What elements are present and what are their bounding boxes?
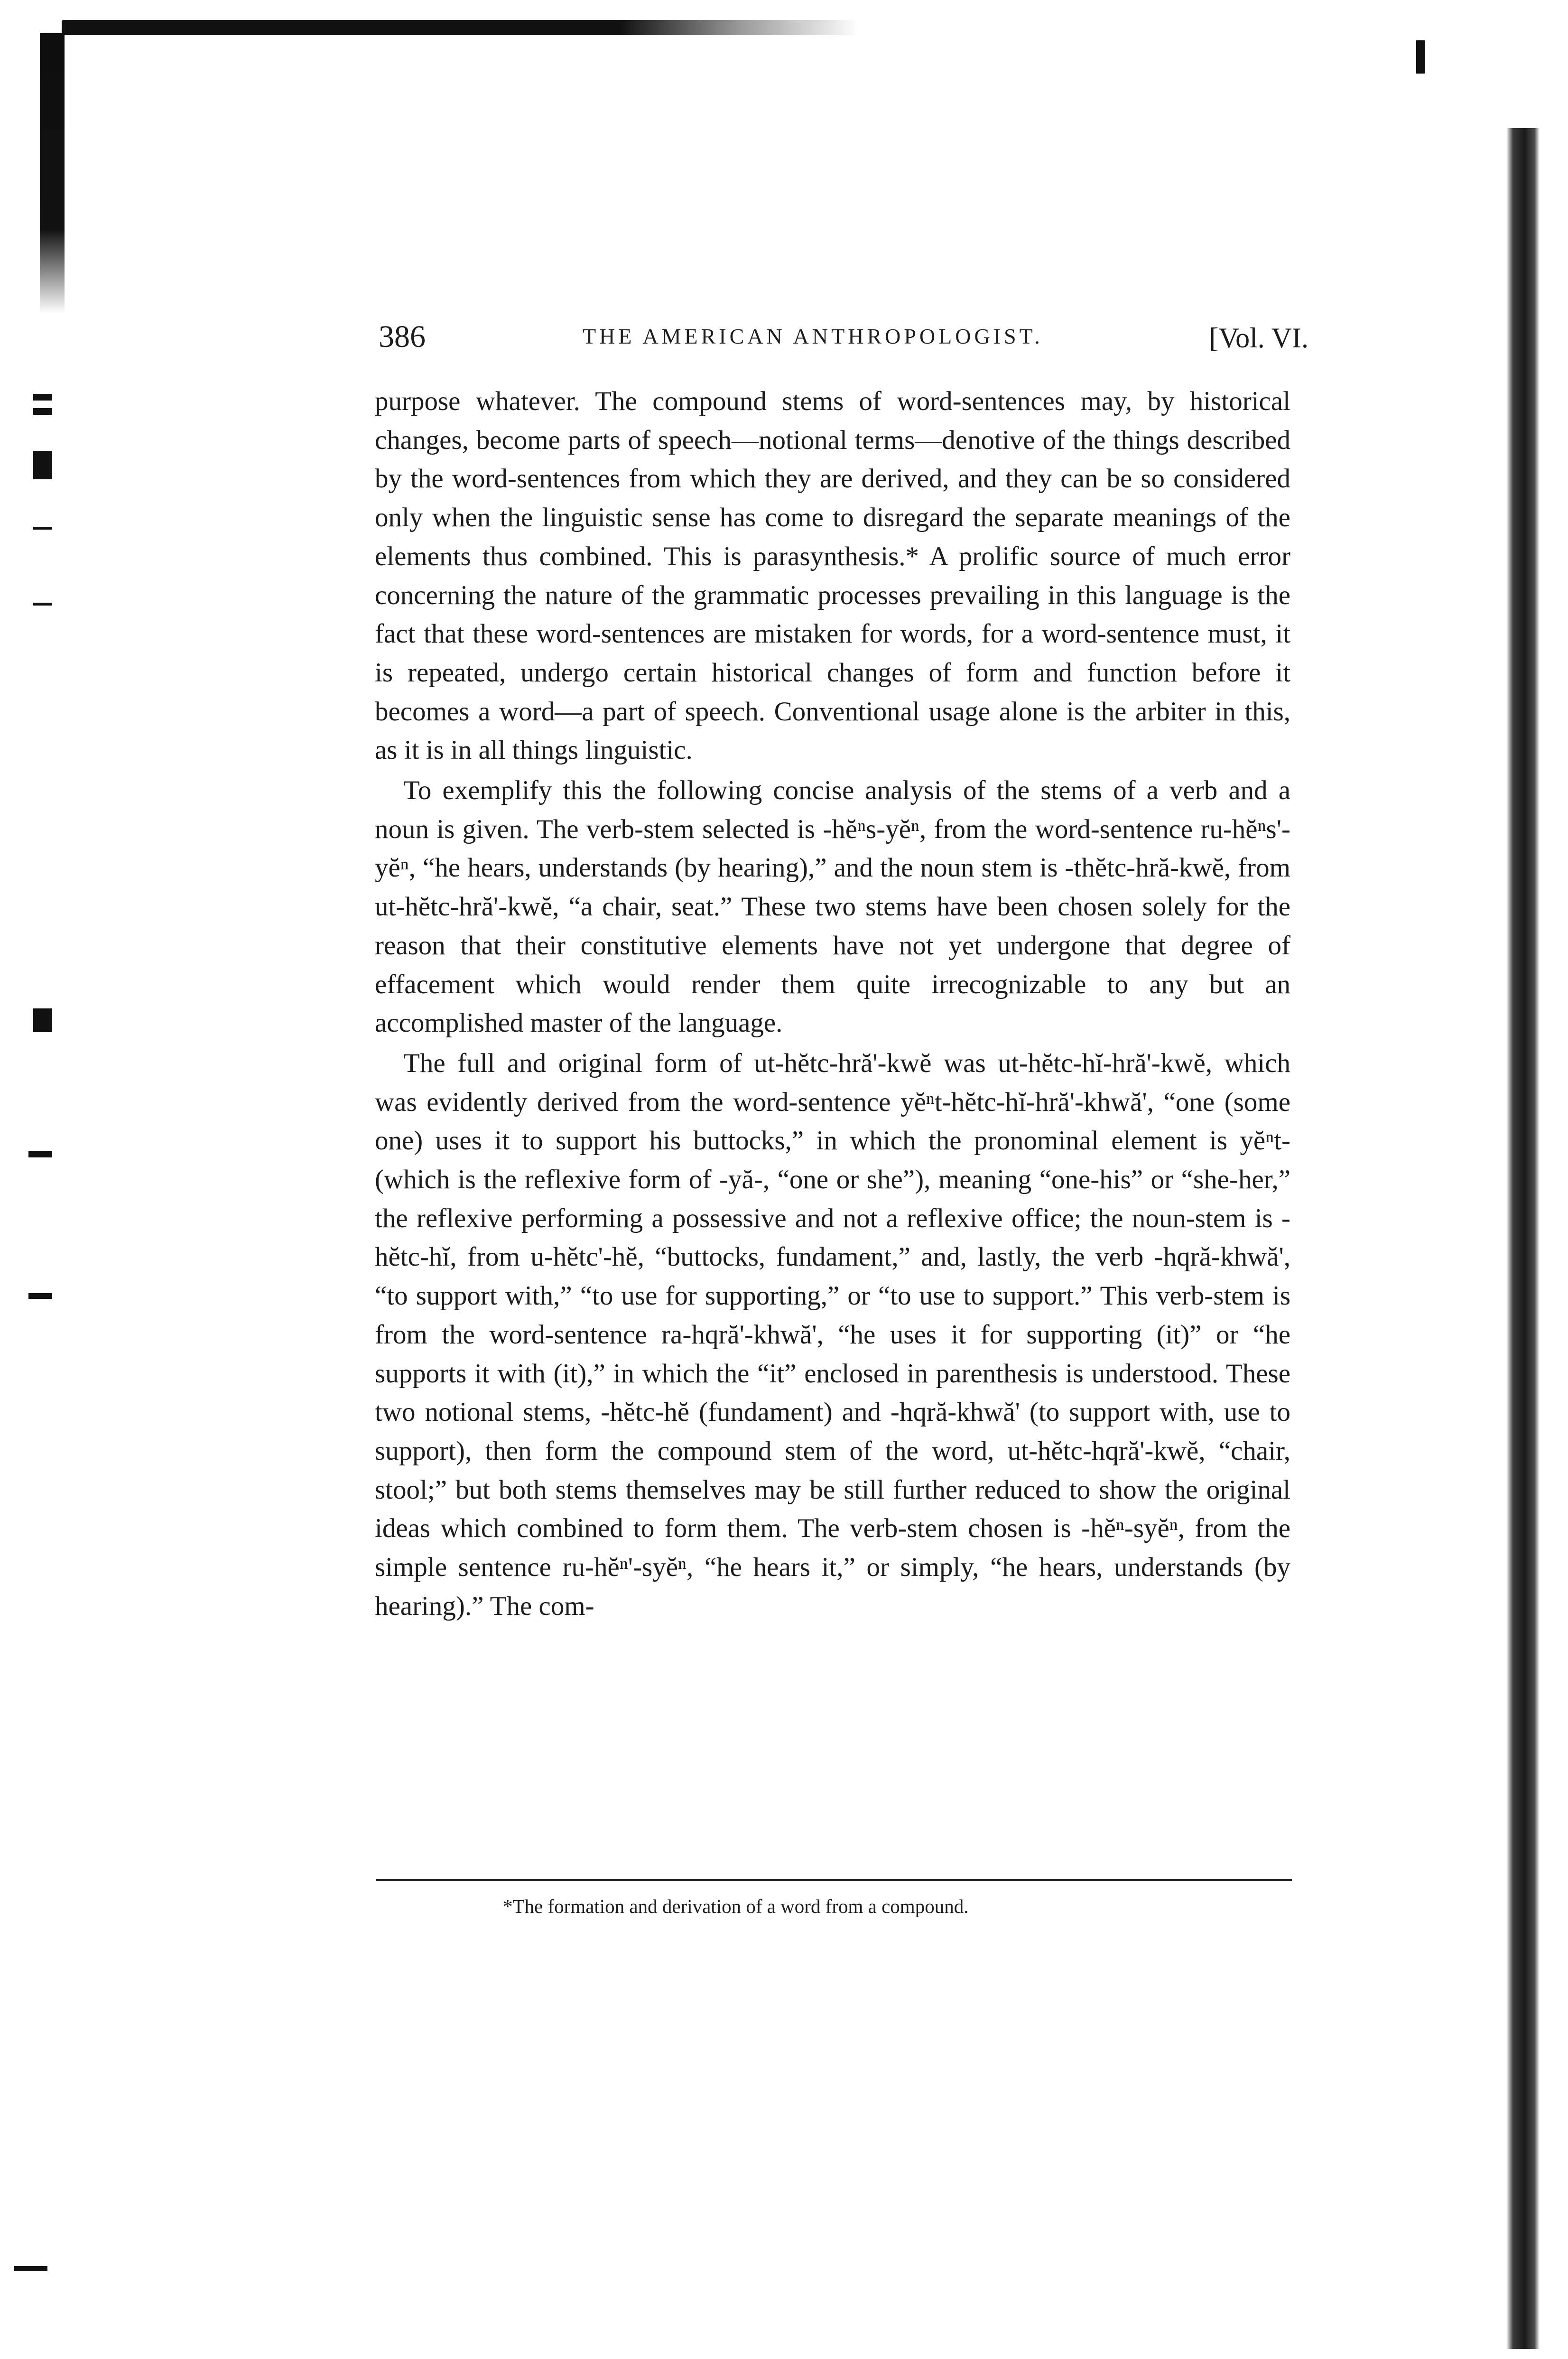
scan-edge-right [1506, 128, 1540, 2349]
journal-title: THE AMERICAN ANTHROPOLOGIST. [583, 324, 1043, 348]
scan-mark [33, 527, 52, 530]
scan-mark [33, 451, 52, 479]
scan-mark [28, 1151, 52, 1157]
paragraph: purpose whatever. The compound stems of word-sentences may, by historical changes, become parts of speech—notional terms—denotive of the things described by the word-sentences from which they are derived, and they can be so considered only when the linguistic sense has come to disregard the separate meanings of the elements thus combined. This is parasynthesis.* A prolific source of much error concerning the nature of the grammatic processes prevailing in this language is the fact that these word-sentences are mistaken for words, for a word-sentence must, it is repeated, undergo certain historical changes of form and function before it becomes a word—a part of speech. Conventional usage alone is the arbiter in this, as it is in all things linguistic. [375, 386, 1290, 765]
scan-mark [33, 1008, 52, 1032]
scan-mark [14, 2266, 47, 2271]
page-number: 386 [379, 319, 426, 354]
scan-mark [33, 408, 52, 415]
scan-mark [1416, 40, 1425, 74]
scan-mark [28, 1293, 52, 1299]
scan-border-top [62, 20, 859, 35]
footnote-rule [376, 1879, 1292, 1881]
footnote: *The formation and derivation of a word from a compound. [503, 1895, 969, 1917]
volume-label: [Vol. VI. [1209, 322, 1308, 354]
paragraph: The full and original form of ut-hĕtc-hră'-kwĕ was ut-hĕtc-hĭ-hră'-kwĕ, which was evidently derived from the word-sentence yĕⁿt-hĕtc-hĭ-hră'-khwă', “one (some one) uses it to support his buttocks,” in which the pronominal element is yĕⁿt- (which is the reflexive form of -yă-, “one or she”), meaning “one-his” or “she-her,” the reflexive performing a possessive and not a reflexive office; the noun-stem is -hĕtc-hĭ, from u-hĕtc'-hĕ, “buttocks, fundament,” and, lastly, the verb -hqră-khwă', “to support with,” “to use for supporting,” or “to use to support.” This verb-stem is from the word-sentence ra-hqră'-khwă', “he uses it for supporting (it)” or “he supports it with (it),” in which the “it” enclosed in parenthesis is understood. These two notional stems, -hĕtc-hĕ (fundament) and -hqră-khwă' (to support with, use to support), then form the compound stem of the word, ut-hĕtc-hqră'-kwĕ, “chair, stool;” but both stems themselves may be still further reduced to show the original ideas which combined to form them. The verb-stem chosen is -hĕⁿ-syĕⁿ, from the simple sentence ru-hĕⁿ'-syĕⁿ, “he hears it,” or simply, “he hears, understands (by hearing).” The com- [375, 1048, 1290, 1621]
body-text [375, 382, 1290, 1626]
paragraph: To exemplify this the following concise analysis of the stems of a verb and a noun is given. The verb-stem selected is -hĕⁿs-yĕⁿ, from the word-sentence ru-hĕⁿs'-yĕⁿ, “he hears, understands (by hearing),” and the noun stem is -thĕtc-hră-kwĕ, from ut-hĕtc-hră'-kwĕ, “a chair, seat.” These two stems have been chosen solely for the reason that their constitutive elements have not yet undergone that degree of effacement which would render them quite irrecognizable to any but an accomplished master of the language. [375, 775, 1290, 1038]
scan-border-left [40, 33, 65, 313]
running-head [379, 319, 1308, 366]
scan-mark [33, 603, 52, 606]
scan-mark [33, 394, 52, 401]
